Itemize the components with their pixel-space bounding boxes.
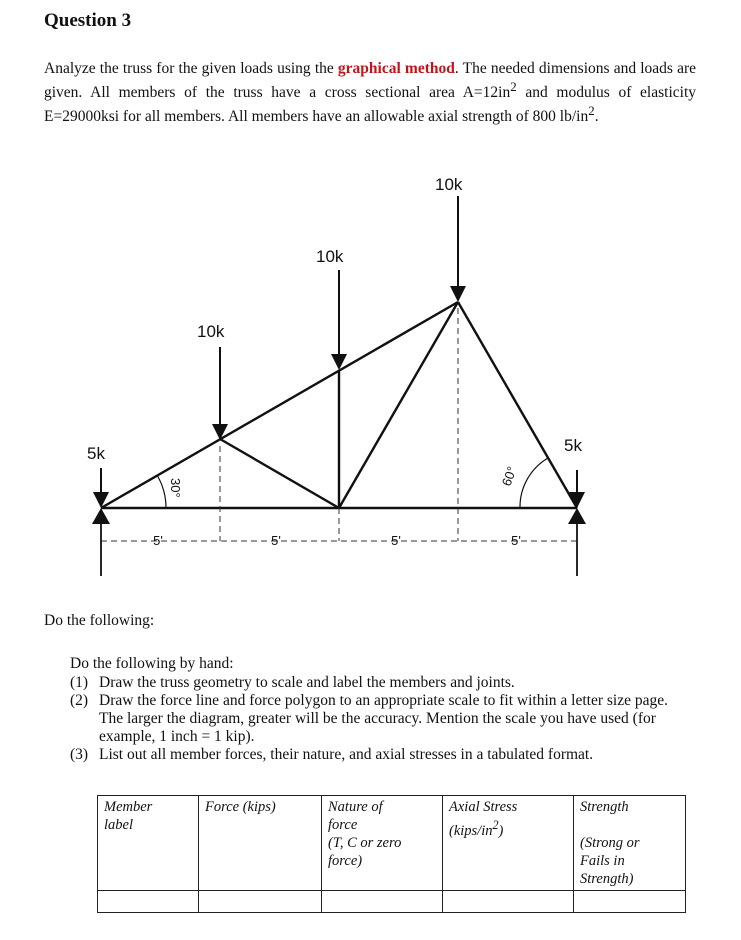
span-label-3: 5': [391, 533, 401, 548]
instruction-number: (2): [70, 692, 89, 709]
instruction-list: [70, 674, 682, 764]
header-nature: Nature of force (T, C or zero force): [322, 796, 443, 891]
angle-arc-60: [520, 458, 548, 508]
load-arrowhead-10k-1: [212, 424, 228, 440]
instruction-number: (1): [70, 674, 89, 691]
intro-part2: . The needed dimensions and loads are given. All members of the truss have a cross sectional area A=12in: [44, 60, 697, 102]
diagonal-2: [339, 302, 458, 508]
table-cell[interactable]: [322, 891, 443, 913]
instruction-text: Draw the force line and force polygon to an appropriate scale to fit within a letter size page. The larger the diagram, greater will be the accuracy. Mention the scale you have used (for example, 1 inch = 1 kip).: [99, 692, 668, 745]
header-member-label: Member label: [98, 796, 199, 891]
load-label-right-5k: 5k: [564, 436, 582, 455]
table-cell[interactable]: [574, 891, 686, 913]
load-label-10k-3: 10k: [435, 175, 463, 194]
intro-part4: .: [594, 108, 599, 126]
span-label-1: 5': [153, 533, 163, 548]
table-cell[interactable]: [199, 891, 322, 913]
load-arrowhead-10k-3: [450, 286, 466, 302]
header-force: Force (kips): [199, 796, 322, 891]
top-chord-right: [458, 302, 577, 508]
header-strength: Strength (Strong or Fails in Strength): [574, 796, 686, 891]
instruction-number: (3): [70, 746, 89, 763]
diagonal-1: [220, 439, 339, 508]
right-support-triangle: [568, 508, 586, 524]
table-header-row: [98, 796, 686, 891]
top-chord-left: [101, 302, 458, 508]
table-cell[interactable]: [98, 891, 199, 913]
intro-part3: and modulus of elasticity E=29000ksi for all members. All members have an allowable axial strength of 800 lb/in: [44, 84, 697, 126]
question-title: Question 3: [44, 10, 132, 31]
by-hand-heading: Do the following by hand:: [70, 655, 234, 672]
graphical-method-highlight: graphical method: [337, 60, 455, 77]
span-label-4: 5': [511, 533, 521, 548]
angle-arc-30: [157, 475, 166, 508]
truss-diagram: [0, 160, 741, 580]
instruction-text: Draw the truss geometry to scale and label the members and joints.: [99, 674, 515, 691]
table-cell[interactable]: [443, 891, 574, 913]
angle-label-60: 60°: [498, 464, 520, 489]
span-label-2: 5': [271, 533, 281, 548]
intro-sup2: 2: [588, 103, 595, 119]
problem-statement: [44, 60, 696, 126]
instruction-item: [70, 692, 682, 746]
table-row: [98, 891, 686, 913]
load-label-10k-2: 10k: [316, 247, 344, 266]
angle-label-30: 30°: [168, 478, 183, 498]
intro-part1: Analyze the truss for the given loads using the: [44, 60, 334, 77]
header-axial-stress: Axial Stress $(kips/in^2)$: [443, 796, 574, 891]
member-forces-table: [97, 795, 686, 913]
instruction-text: List out all member forces, their nature, and axial stresses in a tabulated format.: [99, 746, 594, 763]
left-support-triangle: [92, 508, 110, 524]
load-label-10k-1: 10k: [197, 322, 225, 341]
do-following-heading: Do the following:: [44, 612, 155, 629]
load-label-left-5k: 5k: [87, 444, 105, 463]
intro-sup1: 2: [510, 79, 517, 94]
instruction-item: [70, 746, 682, 764]
instruction-item: [70, 674, 682, 692]
